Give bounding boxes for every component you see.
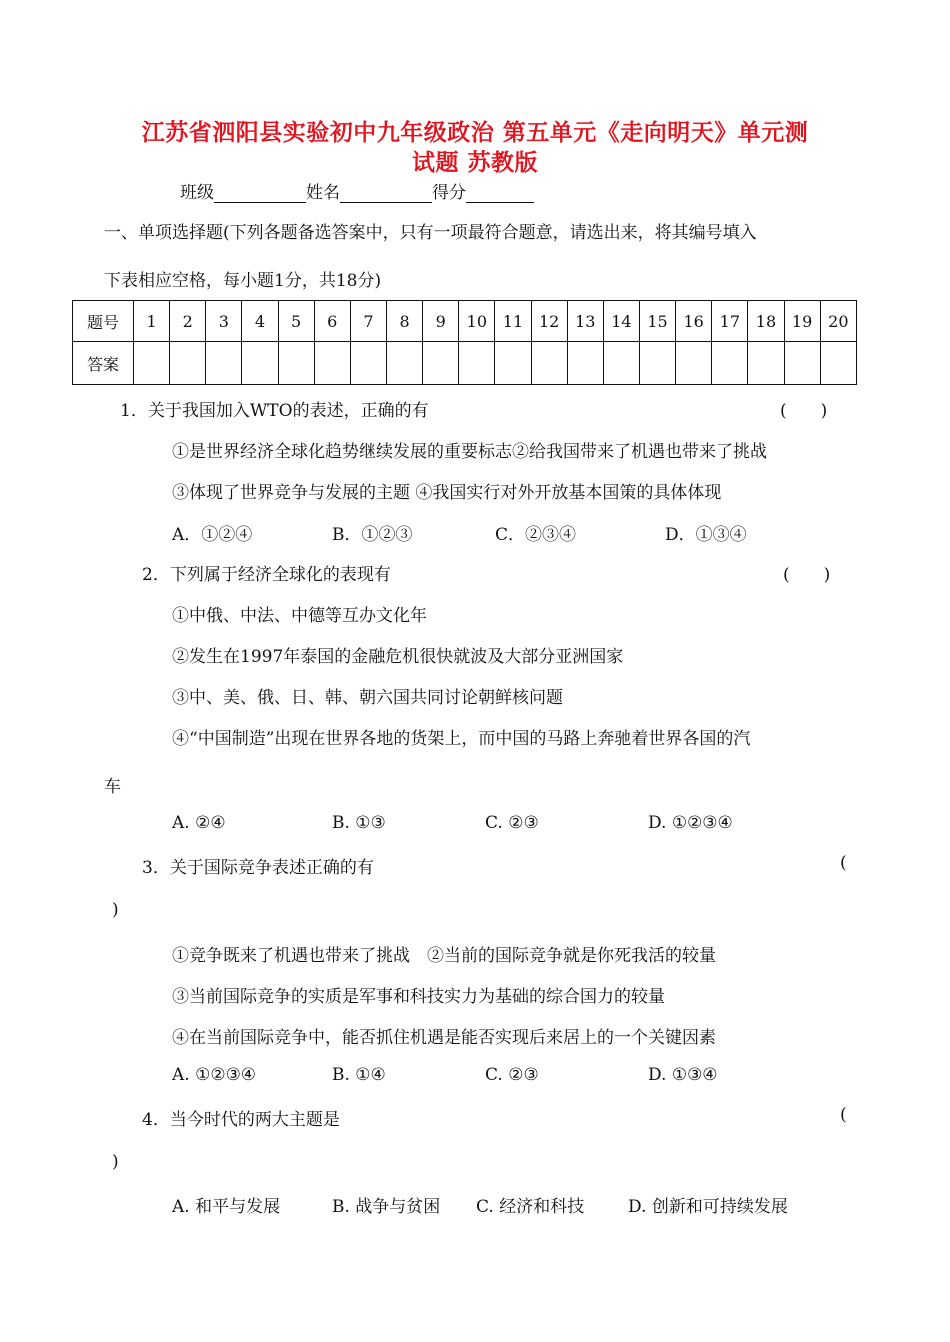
answer-cell[interactable]: [386, 342, 422, 385]
q1-answer-paren: ( ): [780, 401, 828, 421]
q1-option-d[interactable]: D．①③④: [665, 525, 747, 545]
student-info: [180, 178, 534, 203]
answer-cell[interactable]: [639, 342, 675, 385]
q3-statement-2: ③当前国际竞争的实质是军事和科技实力为基础的综合国力的较量: [172, 987, 665, 1007]
answer-table-answer-row: [73, 342, 857, 385]
document-title: [60, 118, 890, 178]
number-cell: 2: [170, 301, 206, 342]
q2-stem: 2．下列属于经济全球化的表现有: [142, 565, 391, 585]
class-label: 班级: [180, 183, 214, 203]
number-cell: 3: [206, 301, 242, 342]
answer-cell[interactable]: [820, 342, 856, 385]
number-cell: 9: [423, 301, 459, 342]
q2-statement-1: ①中俄、中法、中德等互办文化年: [172, 606, 427, 626]
number-cell: 14: [603, 301, 639, 342]
number-cell: 4: [242, 301, 278, 342]
q4-option-b[interactable]: B. 战争与贫困: [332, 1197, 441, 1217]
q3-option-b[interactable]: B. ①④: [332, 1065, 386, 1085]
answer-cell[interactable]: [567, 342, 603, 385]
number-row-label: 题号: [73, 301, 134, 342]
answer-cell[interactable]: [278, 342, 314, 385]
number-cell: 6: [314, 301, 350, 342]
q3-paren-open: (: [840, 853, 847, 873]
number-cell: 10: [459, 301, 495, 342]
answer-row-label: 答案: [73, 342, 134, 385]
q2-option-b[interactable]: B. ①③: [332, 813, 386, 833]
q2-answer-paren: ( ): [783, 565, 831, 585]
answer-cell[interactable]: [676, 342, 712, 385]
score-label: 得分: [432, 183, 466, 203]
q2-option-c[interactable]: C. ②③: [485, 813, 539, 833]
answer-cell[interactable]: [531, 342, 567, 385]
answer-cell[interactable]: [712, 342, 748, 385]
q4-option-a[interactable]: A. 和平与发展: [172, 1197, 281, 1217]
number-cell: 15: [639, 301, 675, 342]
answer-cell[interactable]: [423, 342, 459, 385]
number-cell: 13: [567, 301, 603, 342]
q1-statement-2: ③体现了世界竞争与发展的主题 ④我国实行对外开放基本国策的具体体现: [172, 483, 722, 503]
number-cell: 12: [531, 301, 567, 342]
q1-statement-1: ①是世界经济全球化趋势继续发展的重要标志②给我国带来了机遇也带来了挑战: [172, 442, 767, 462]
q2-statement-3: ③中、美、俄、日、韩、朝六国共同讨论朝鲜核问题: [172, 688, 563, 708]
answer-cell[interactable]: [314, 342, 350, 385]
answer-cell[interactable]: [459, 342, 495, 385]
q1-stem: 1．关于我国加入WTO的表述，正确的有: [120, 401, 429, 421]
q2-statement-4-cont: 车: [104, 777, 121, 797]
number-cell: 5: [278, 301, 314, 342]
q4-paren-open: (: [840, 1105, 847, 1125]
title-line-1: 江苏省泗阳县实验初中九年级政治 第五单元《走向明天》单元测: [141, 120, 809, 146]
number-cell: 11: [495, 301, 531, 342]
name-blank[interactable]: [340, 184, 432, 203]
q4-option-d[interactable]: D. 创新和可持续发展: [628, 1197, 788, 1217]
answer-cell[interactable]: [206, 342, 242, 385]
answer-cell[interactable]: [134, 342, 170, 385]
answer-cell[interactable]: [350, 342, 386, 385]
q3-statement-1: ①竞争既来了机遇也带来了挑战 ②当前的国际竞争就是你死我活的较量: [172, 946, 716, 966]
q3-option-a[interactable]: A. ①②③④: [172, 1065, 257, 1085]
answer-table-number-row: [73, 301, 857, 342]
number-cell: 18: [748, 301, 784, 342]
q2-statement-2: ②发生在1997年泰国的金融危机很快就波及大部分亚洲国家: [172, 647, 624, 667]
number-cell: 19: [784, 301, 820, 342]
class-blank[interactable]: [214, 184, 306, 203]
number-cell: 1: [134, 301, 170, 342]
q2-option-a[interactable]: A. ②④: [172, 813, 226, 833]
answer-cell[interactable]: [170, 342, 206, 385]
name-label: 姓名: [306, 183, 340, 203]
answer-table: [72, 300, 857, 385]
number-cell: 7: [350, 301, 386, 342]
answer-cell[interactable]: [495, 342, 531, 385]
section-instruction-2: 下表相应空格，每小题1分，共18分): [104, 271, 382, 291]
q3-paren-close: ): [112, 900, 119, 920]
q3-statement-3: ④在当前国际竞争中，能否抓住机遇是能否实现后来居上的一个关键因素: [172, 1028, 716, 1048]
q1-option-c[interactable]: C．②③④: [495, 525, 577, 545]
q1-option-a[interactable]: A．①②④: [172, 525, 253, 545]
q2-option-d[interactable]: D. ①②③④: [648, 813, 733, 833]
score-blank[interactable]: [466, 184, 534, 203]
q3-stem: 3．关于国际竞争表述正确的有: [142, 858, 374, 878]
q3-option-d[interactable]: D. ①③④: [648, 1065, 718, 1085]
answer-cell[interactable]: [784, 342, 820, 385]
q4-paren-close: ): [112, 1152, 119, 1172]
title-line-2: 试题 苏教版: [411, 150, 538, 176]
number-cell: 20: [820, 301, 856, 342]
number-cell: 16: [676, 301, 712, 342]
q4-stem: 4．当今时代的两大主题是: [142, 1110, 340, 1130]
q2-statement-4: ④“中国制造”出现在世界各地的货架上，而中国的马路上奔驰着世界各国的汽: [172, 729, 751, 749]
q3-option-c[interactable]: C. ②③: [485, 1065, 539, 1085]
number-cell: 17: [712, 301, 748, 342]
section-instruction-1: 一、单项选择题(下列各题备选答案中，只有一项最符合题意，请选出来，将其编号填入: [104, 223, 757, 243]
answer-cell[interactable]: [603, 342, 639, 385]
q4-option-c[interactable]: C. 经济和科技: [476, 1197, 585, 1217]
q1-option-b[interactable]: B．①②③: [332, 525, 413, 545]
answer-cell[interactable]: [748, 342, 784, 385]
answer-cell[interactable]: [242, 342, 278, 385]
number-cell: 8: [386, 301, 422, 342]
